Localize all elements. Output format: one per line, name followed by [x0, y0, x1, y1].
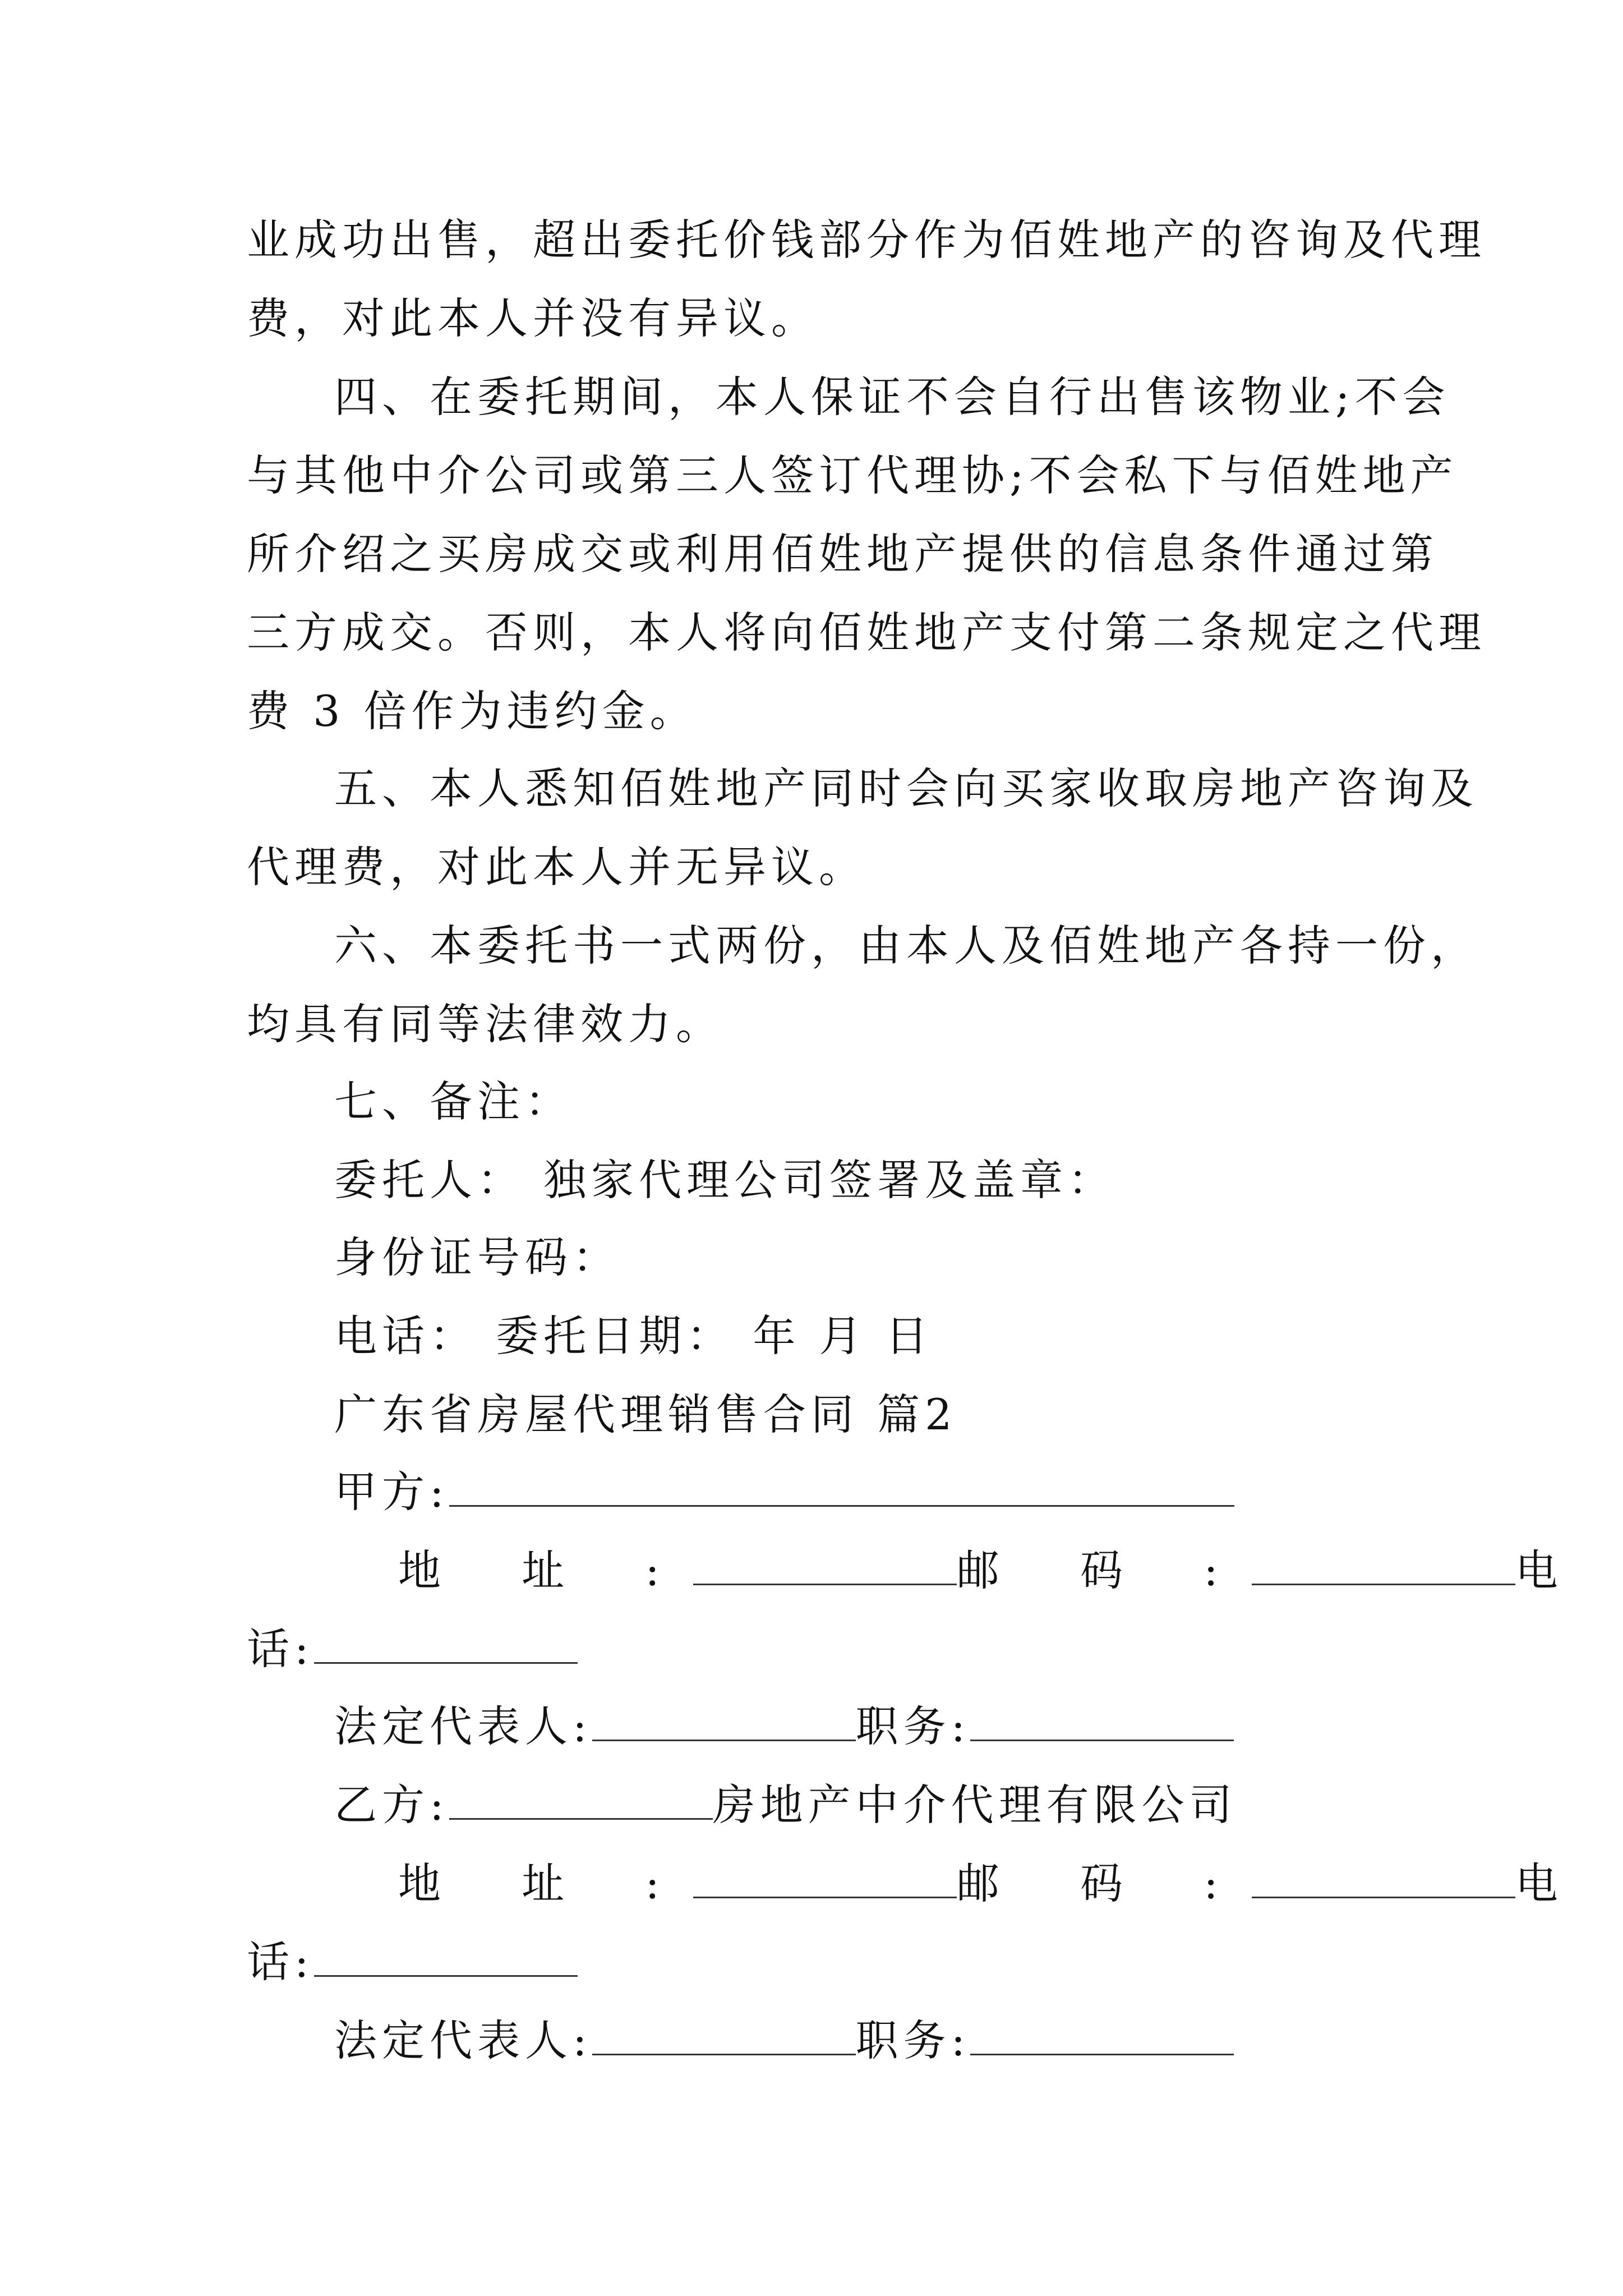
phone-date-line: 电话： 委托日期： 年 月 日 — [334, 1311, 933, 1361]
party-a-line — [334, 1458, 1467, 1526]
clause-7-remarks: 七、备注： — [334, 1076, 573, 1126]
clause-4-line-3: 所介绍之买房成交或利用佰姓地产提供的信息条件通过第 — [247, 529, 1438, 579]
clause-6-line-2: 均具有同等法律效力。 — [247, 999, 723, 1049]
body-line-1: 业成功出售，超出委托价钱部分作为佰姓地产的咨询及代理 — [247, 215, 1486, 265]
party-a-blank[interactable] — [449, 1466, 1234, 1507]
party-a-title-blank[interactable] — [970, 1700, 1234, 1741]
party-b-address-group — [398, 1850, 957, 1917]
party-b-postcode-group — [957, 1850, 1515, 1917]
clause-4-line-1: 四、在委托期间，本人保证不会自行出售该物业;不会 — [334, 372, 1450, 422]
party-b-phone-row — [247, 1929, 1380, 1996]
party-a-rep-row — [334, 1693, 1467, 1760]
party-b-title-blank[interactable] — [970, 2014, 1234, 2055]
party-a-phone-blank[interactable] — [314, 1623, 578, 1664]
party-a-rep-blank[interactable] — [592, 1700, 856, 1741]
party-b-company-suffix: 房地产中介代理有限公司 — [712, 1780, 1237, 1830]
party-b-rep-row — [334, 2007, 1467, 2074]
party-b-rep-blank[interactable] — [592, 2014, 856, 2055]
party-a-label: 甲方: — [334, 1467, 449, 1517]
principal-signature-line: 委托人： 独家代理公司签署及盖章： — [334, 1155, 1116, 1205]
clause-4-line-4: 三方成交。否则，本人将向佰姓地产支付第二条规定之代理 — [247, 608, 1486, 657]
party-a-postcode-blank[interactable] — [1252, 1544, 1515, 1585]
party-b-rep-label: 法定代表人: — [334, 2016, 592, 2065]
clause-6-line-1: 六、本委托书一式两份，由本人及佰姓地产各持一份， — [334, 921, 1478, 970]
party-b-address-row — [398, 1850, 1563, 1917]
id-number-line: 身份证号码： — [334, 1232, 620, 1282]
party-a-rep-label: 法定代表人: — [334, 1701, 592, 1751]
party-a-phone-label-part2: 话: — [247, 1624, 314, 1674]
party-a-address-blank[interactable] — [693, 1544, 957, 1585]
party-b-title-label: 职务: — [855, 2016, 971, 2065]
party-a-postcode-group — [957, 1537, 1515, 1604]
party-b-phone-blank[interactable] — [314, 1936, 578, 1977]
party-a-address-row — [398, 1537, 1563, 1604]
party-b-postcode-blank[interactable] — [1252, 1857, 1515, 1898]
body-line-2: 费，对此本人并没有异议。 — [247, 293, 819, 343]
party-a-phone-label-part1: 电 — [1515, 1545, 1563, 1595]
party-a-address-label: 地 址 : — [398, 1545, 693, 1595]
party-b-phone-label-part1: 电 — [1515, 1858, 1563, 1908]
clause-5-line-1: 五、本人悉知佰姓地产同时会向买家收取房地产咨询及 — [334, 763, 1478, 813]
party-b-blank[interactable] — [449, 1779, 713, 1820]
party-b-line — [334, 1772, 1467, 1839]
clause-4-line-5: 费 3 倍作为违约金。 — [247, 686, 698, 736]
clause-5-line-2: 代理费，对此本人并无异议。 — [247, 842, 866, 892]
party-a-phone-row — [247, 1616, 1380, 1683]
party-a-postcode-label: 邮 码 : — [956, 1545, 1252, 1595]
clause-4-line-2: 与其他中介公司或第三人签订代理协;不会私下与佰姓地产 — [247, 450, 1458, 500]
section-heading-2: 广东省房屋代理销售合同 篇2 — [334, 1389, 957, 1439]
party-a-address-group — [398, 1537, 957, 1604]
party-a-title-label: 职务: — [855, 1701, 971, 1751]
party-b-postcode-label: 邮 码 : — [956, 1858, 1252, 1908]
party-b-label: 乙方: — [334, 1780, 449, 1830]
party-b-phone-label-part2: 话: — [247, 1937, 314, 1987]
party-b-address-blank[interactable] — [693, 1857, 957, 1898]
party-b-address-label: 地 址 : — [398, 1858, 693, 1908]
